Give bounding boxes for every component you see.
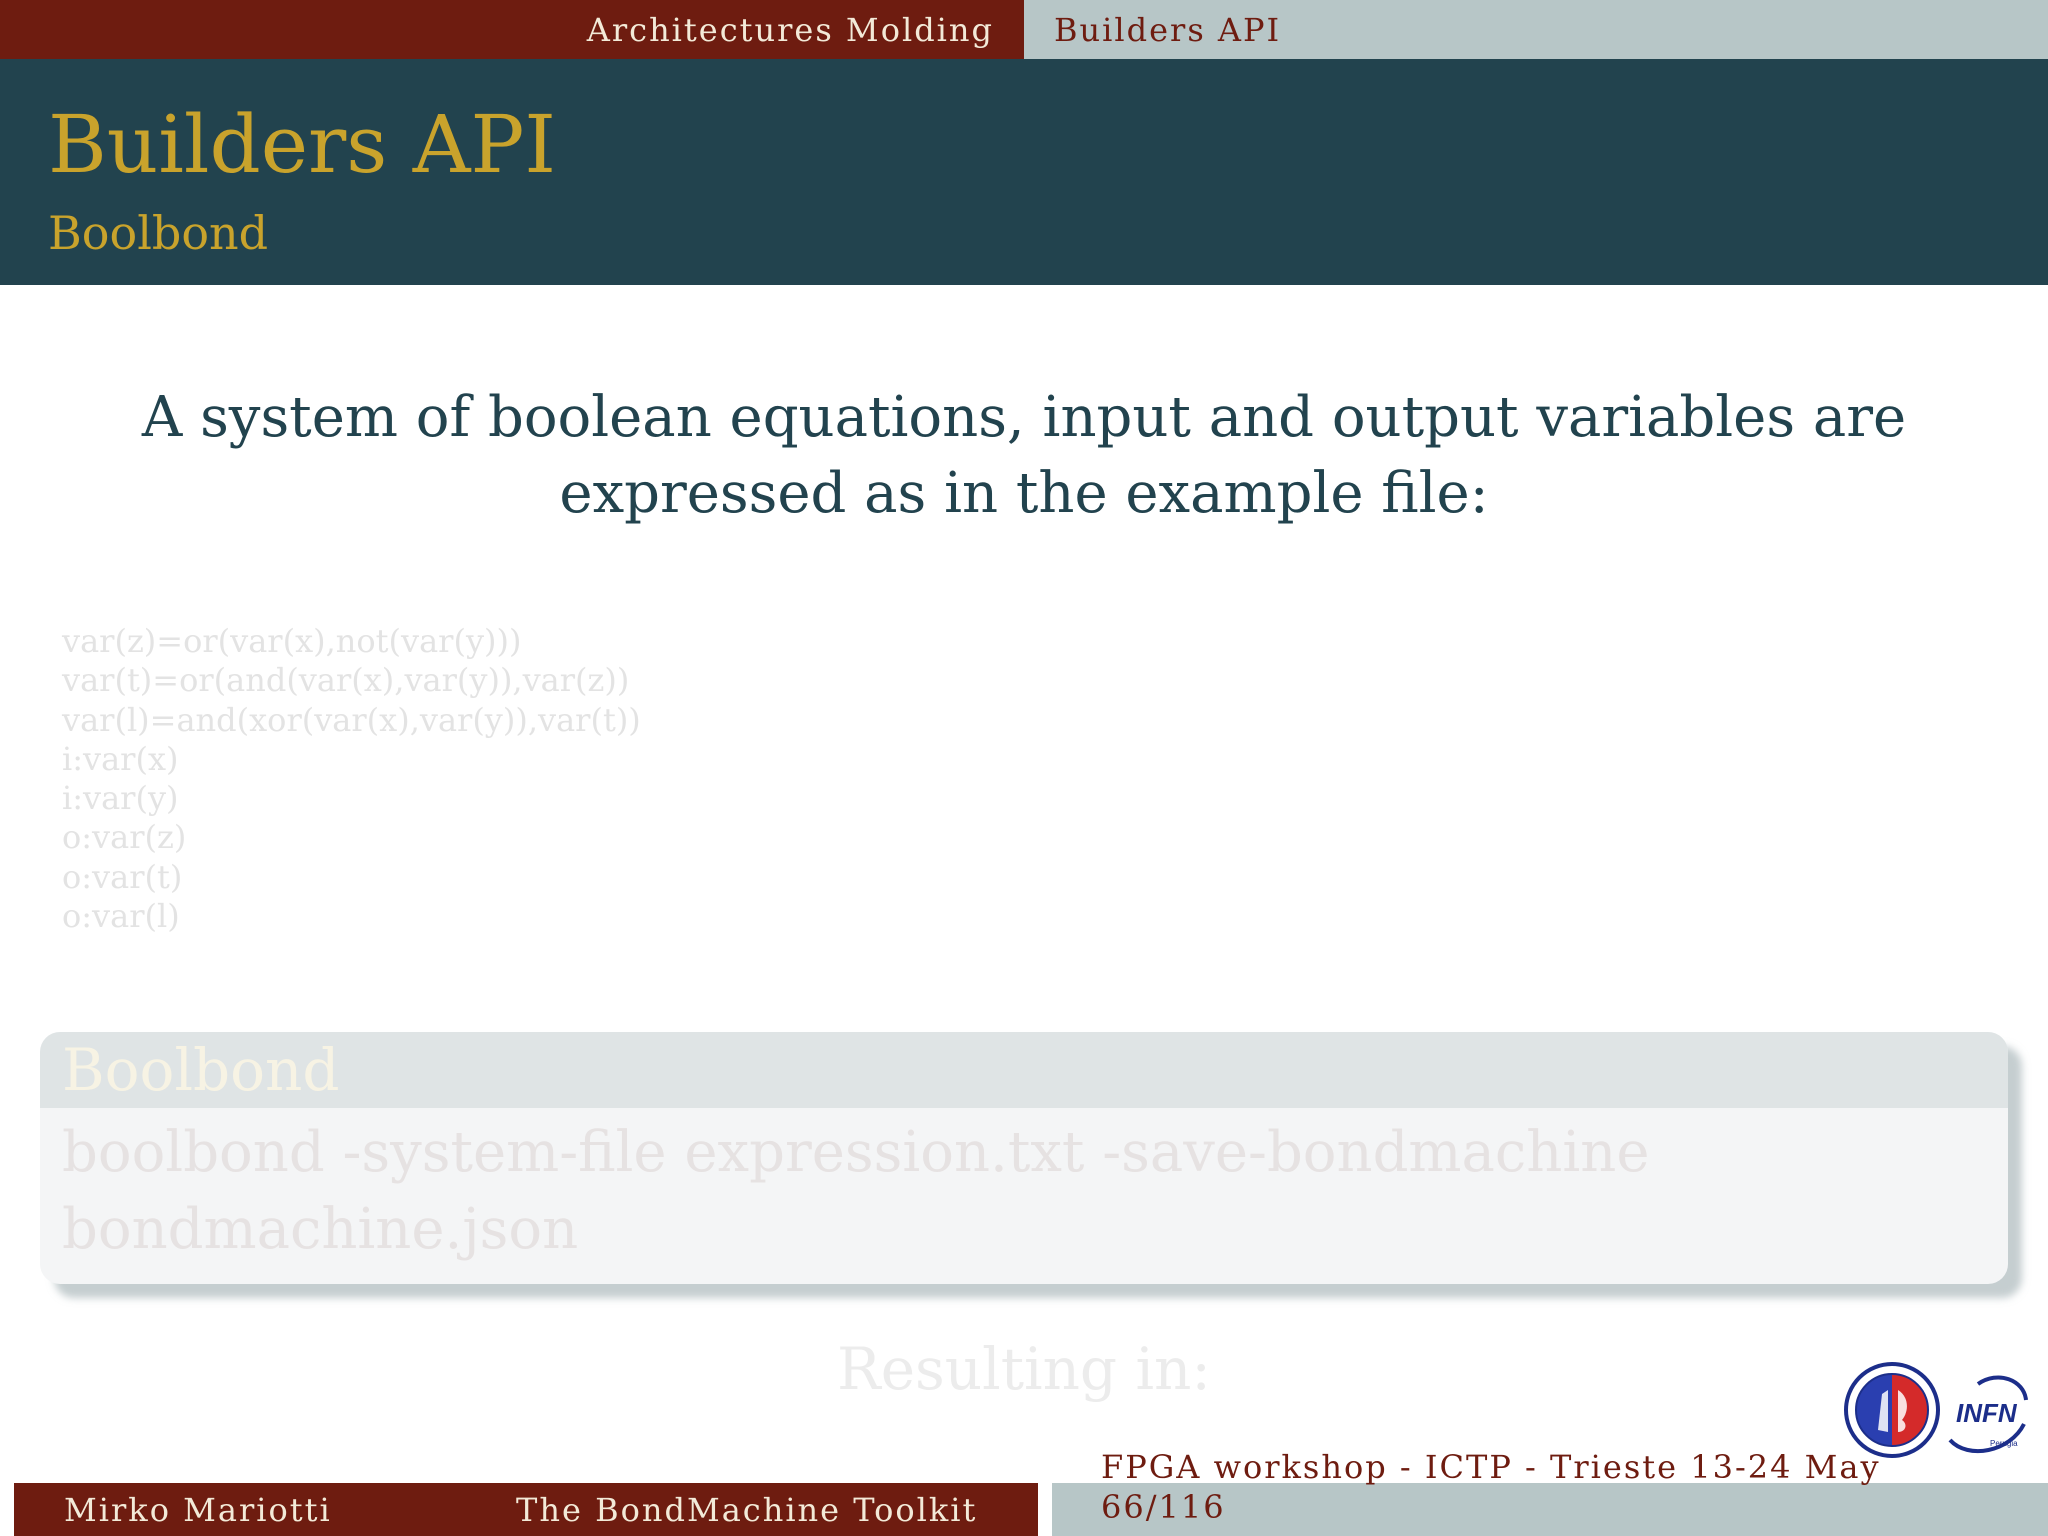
page-number: 66/116 bbox=[1101, 1488, 1226, 1526]
frame-title-bar bbox=[0, 59, 2048, 285]
example-line: var(t)=or(and(var(x),var(y)),var(z)) bbox=[62, 661, 630, 700]
top-navigation bbox=[0, 0, 2048, 59]
example-line: var(l)=and(xor(var(x),var(y)),var(t)) bbox=[62, 700, 641, 739]
infn-logo-icon bbox=[1950, 1377, 2026, 1451]
example-line: i:var(x) bbox=[62, 739, 179, 778]
intro-line-2: expressed as in the example file: bbox=[559, 461, 1489, 526]
command-line-2: bondmachine.json bbox=[62, 1197, 579, 1262]
block-body bbox=[40, 1108, 2008, 1268]
nav-section-label: Architectures Molding bbox=[586, 10, 994, 49]
frame-subtitle: Boolbond bbox=[48, 206, 269, 260]
example-line: var(z)=or(var(x),not(var(y))) bbox=[62, 622, 522, 660]
example-line: o:var(l) bbox=[62, 897, 180, 936]
nav-subsection[interactable] bbox=[1024, 0, 2048, 59]
nav-subsection-label: Builders API bbox=[1054, 10, 1282, 49]
footer-left bbox=[14, 1483, 1038, 1536]
command-line-1: boolbond -system-file expression.txt -save-bondmachine bbox=[62, 1120, 1650, 1185]
frame-title: Builders API bbox=[48, 98, 556, 191]
resulting-text: Resulting in: bbox=[837, 1335, 1211, 1403]
intro-line-1: A system of boolean equations, input and output variables are bbox=[141, 385, 1907, 450]
footer-author: Mirko Mariotti bbox=[64, 1491, 332, 1529]
example-line: o:var(z) bbox=[62, 818, 187, 857]
university-seal-icon bbox=[1846, 1364, 1938, 1456]
nav-section[interactable] bbox=[0, 0, 1024, 59]
footer-title: The BondMachine Toolkit bbox=[516, 1491, 978, 1529]
example-line: i:var(y) bbox=[62, 779, 179, 818]
footer-event: FPGA workshop - ICTP - Trieste 13-24 May bbox=[1101, 1448, 1881, 1486]
infn-logo-text: INFN bbox=[1956, 1398, 2017, 1428]
boolbond-block bbox=[40, 1032, 2008, 1284]
example-line: o:var(t) bbox=[62, 857, 183, 896]
block-title: Boolbond bbox=[40, 1032, 2008, 1108]
intro-text bbox=[120, 380, 1928, 532]
example-file bbox=[62, 622, 641, 936]
infn-logo-subtext: Perugia bbox=[1990, 1439, 2018, 1448]
